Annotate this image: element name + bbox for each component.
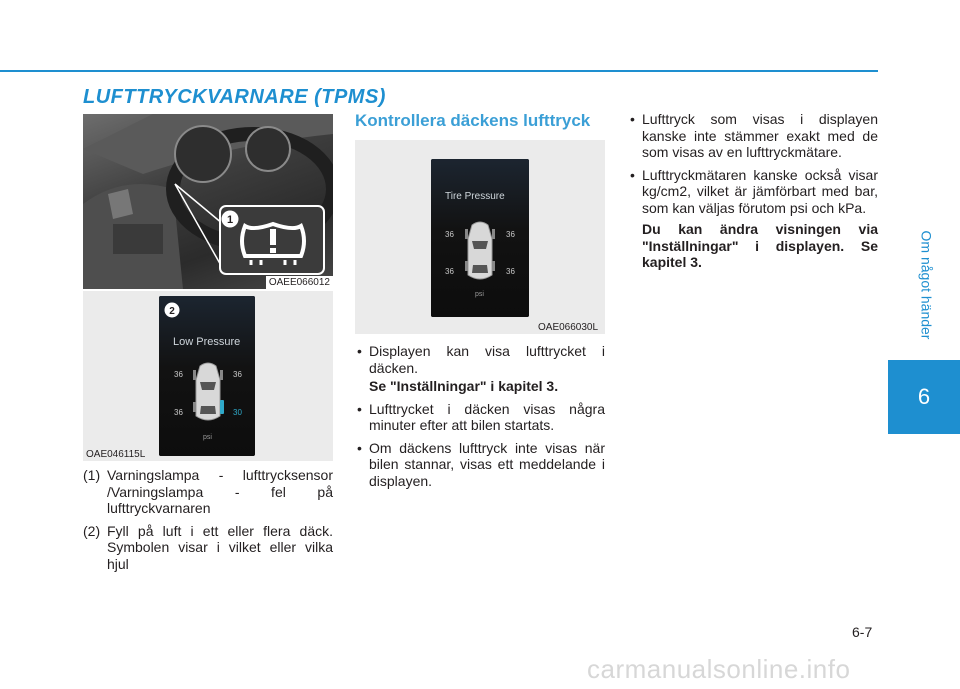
header-rule: [0, 70, 878, 72]
callout-number-1: 1: [226, 214, 234, 226]
watermark: carmanualsonline.info: [587, 654, 851, 684]
car-top-view-icon: [192, 360, 224, 426]
list-item: (1) Varningslampa - lufttrycksensor /Varningslampa - fel på lufttryckvarnaren: [83, 467, 333, 516]
bullet-list: [355, 343, 605, 495]
callout-marker: [164, 302, 180, 318]
list-item: • Displayen kan visa lufttrycket i däcken. Se "Inställningar" i kapitel 3.: [357, 343, 605, 394]
pressure-rear-left: 36: [174, 408, 183, 417]
screen-title: Tire Pressure: [445, 191, 505, 202]
tpms-warning-icon: [231, 214, 315, 268]
pressure-front-left: 36: [445, 230, 454, 239]
list-item: • Om däckens lufttryck inte visas när bilen stannar, visas ett meddelande i displayen.: [357, 439, 605, 489]
bullet-list: [628, 111, 878, 277]
list-item: (2) Fyll på luft i ett eller flera däck. Symbolen visar i vilket eller vilka hjul: [83, 522, 333, 572]
chapter-tab-label: Om något händer: [918, 230, 934, 340]
note-text: Se "Inställningar" i kapitel 3.: [369, 378, 559, 394]
cluster-screen: [159, 296, 255, 456]
pressure-unit: psi: [475, 291, 484, 298]
note-text: Du kan ändra visningen via "Inställningar" i displayen. Se kapitel 3.: [642, 221, 878, 270]
figure-code: OAE046115L: [86, 449, 146, 460]
tire-pressure-figure: [355, 140, 605, 334]
pressure-front-left: 36: [174, 370, 183, 379]
list-item: • Lufttrycket i däcken visas några minuter efter att bilen startats.: [357, 400, 605, 433]
pressure-rear-right: 36: [506, 267, 515, 276]
section-title: LUFTTRYCKVARNARE (TPMS): [83, 86, 386, 108]
screen-title: Low Pressure: [173, 336, 241, 348]
chapter-side-tab: [892, 228, 960, 342]
page-number: 6-7: [852, 624, 873, 640]
pressure-rear-left: 36: [445, 267, 454, 276]
pressure-front-right: 36: [233, 370, 242, 379]
dashboard-photo: [83, 114, 333, 289]
callout-number-2: 2: [169, 306, 175, 317]
subsection-title: Kontrollera däckens lufttryck: [355, 111, 591, 130]
legend-list: [83, 467, 333, 578]
figure-code: OAE066030L: [538, 322, 599, 333]
cluster-screen: [431, 159, 529, 317]
car-top-view-icon: [464, 219, 496, 285]
figure-code: OAEE066012: [266, 276, 333, 289]
list-item: • Lufttryck som visas i displayen kanske inte stämmer exakt med de som visas av en lufttryckmätare.: [630, 111, 878, 160]
pressure-unit: psi: [203, 434, 212, 441]
low-pressure-figure: [83, 291, 333, 461]
pressure-rear-right: 30: [233, 408, 242, 417]
callout-marker: [221, 210, 239, 228]
chapter-number-box: 6: [888, 360, 960, 434]
pressure-front-right: 36: [506, 230, 515, 239]
list-item: • Lufttryckmätaren kanske också visar kg/cm2, vilket är jämförbart med bar, som kan väljas förutom psi och kPa. Du kan ändra visningen via "Inställningar" i displayen. Se kapitel 3.: [630, 166, 878, 270]
